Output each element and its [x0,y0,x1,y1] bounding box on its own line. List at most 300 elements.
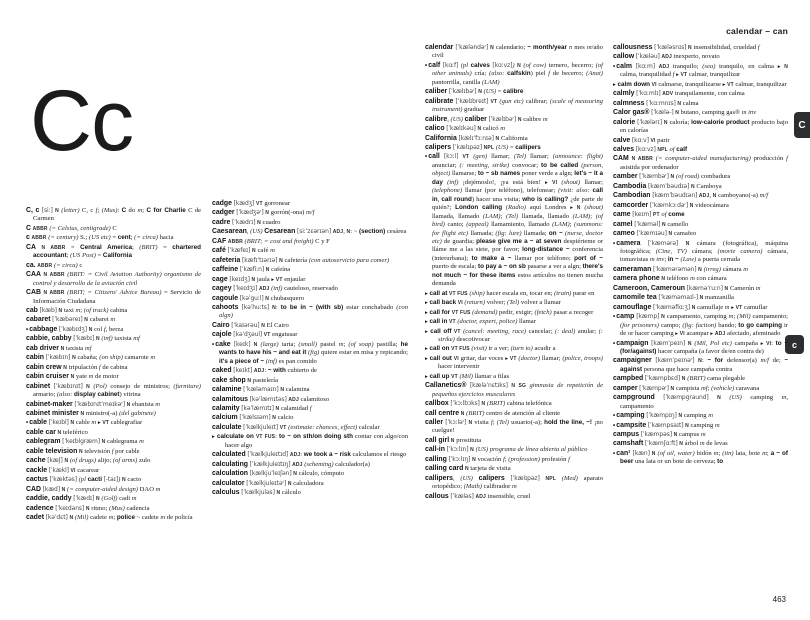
headword: camomile tea [613,294,657,302]
definition: N (= computer-aided design) DAO m [61,485,161,493]
headword: calipers [425,143,452,151]
pronunciation: [kəˈguːl] [239,294,264,302]
headword: cabbie, cabby [26,335,72,343]
definition: N camafeo [668,230,697,238]
definition: N: to be in ~ (with sb) estar conchabado (con algn) [219,303,408,320]
definition: N chubasquero [265,294,305,302]
headword: café [212,247,226,255]
headword: cameo [613,230,635,238]
headword: callipers [425,474,453,482]
pronunciation: [kɔːl] [443,153,459,161]
definition: N vocación f; (profession) profesión f [472,455,570,463]
headword: call [428,153,440,161]
dictionary-entry [425,62,603,87]
pronunciation: [kæd] [42,485,60,493]
definition: ABBR (= Celsius, centigrade) C [32,224,117,232]
pronunciation: [ˈkæbɪdʒ] [58,325,88,333]
entry-bullet-icon: • [613,340,616,347]
definition: N (BRIT) centro de atención al cliente [460,409,561,417]
headword: calcium [212,414,238,422]
headword: ca. [26,261,36,269]
definition: N cámara (fotográfica), máquina fotográfica; (Cine, TV) cámara; (movie camera) cámara, tomavistas m inv; in ~ (Law) a puerta cerrada [620,239,788,264]
dictionary-entry [212,414,408,422]
dictionary-entry [26,354,201,362]
definition: N California [495,134,528,142]
headword: camshaft [613,440,644,448]
dictionary-entry [26,225,201,233]
dictionary-entry [425,446,603,454]
definition: N cuadro [257,218,281,226]
definition: N cálculo [276,489,301,497]
headword: cabinet-maker [26,400,73,408]
definition: ADJ (scheming) calculador(a) [292,460,370,468]
dictionary-entry [613,294,788,302]
definition: N calculadora [287,479,324,487]
definition: ADJ (inf) cauteloso, reservado [258,285,338,293]
dictionary-entry [613,100,788,108]
pronunciation: [ˈkaɪərəu] [231,321,260,329]
dictionary-entry [26,307,201,315]
dictionary-entry [613,240,788,265]
columns-container [26,44,788,592]
definition: N (of oil, water) bidón m; (tin) lata, bote m; a ~ of beer una lata or un bote de cerveza; to [620,449,788,466]
dictionary-entry [425,493,603,501]
headword: cabbage [29,325,58,333]
pronunciation: [ˈkæmpgraund] [663,394,709,402]
definition: N (letter) C, c f; (Mus): C do m; C for Charlie C de Carmen [33,207,202,223]
pronunciation: [ˈkælkjuleɪt] [243,423,279,431]
headword: C [26,224,31,232]
definition: N cablegrama m [101,438,144,446]
definition: N (Pol) consejo de ministros; (furniture) armario; (also: display cabinet) vitrina [33,382,201,399]
entry-bullet-icon: • [613,450,616,457]
headword: cabin [26,354,44,362]
headword: cafeteria [212,256,241,264]
headword: campbed [613,375,644,383]
definition: N calendario; ~ month/year n mes m/año civil [432,44,603,60]
entry-bullet-icon: • [613,63,616,70]
dictionary-entry [613,275,788,283]
definition: ABBR (BRIT; = cost and freight) C y F [227,237,330,245]
dictionary-entry [425,153,603,288]
dictionary-entry [613,53,788,61]
definition: N caloría; low-calorie product producto bajo en calorías [620,118,789,135]
phrasal-verb-entry [425,309,603,317]
headword: calling card [425,465,464,473]
dictionary-entry [613,221,788,229]
definition: N ABBR (= computer-aided manufacturing) producción f asistida por ordenador [620,155,788,171]
dictionary-entry [613,285,788,293]
pronunciation: [ˈkælkjuleɪtəʳ] [246,479,287,487]
dictionary-entry [613,146,788,154]
definition: N cabaret m [84,316,116,324]
dictionary-entry [26,345,201,353]
definition: ADJ: we took a ~ risk calculamos el riesgo [289,451,407,459]
headword: calculating [212,460,248,468]
definition: N calamidad f [275,404,312,412]
definition: ▸ call back VI (return) volver; (Tel) volver a llamar [425,299,561,307]
entry-bullet-icon: • [26,326,29,333]
headword: cage [212,275,228,283]
dictionary-entry [613,44,788,52]
headword: cable [29,419,47,427]
pronunciation: [kəˈdɛt] [45,513,68,521]
dictionary-entry [613,137,788,145]
definition: N ABBR (BRIT: = Civil Aviation Authority) organismo de control y desarrollo de la aviación civil [33,271,201,287]
headword: California [425,134,457,142]
dictionary-entry [26,505,201,513]
pronunciation: [kæmˈpeɪn] [651,339,686,347]
headword: Cameroon, Cameroun [613,284,685,292]
pronunciation: [keɪkt] [233,367,253,375]
dictionary-entry [613,109,788,117]
pronunciation: [siː] [41,207,53,214]
dictionary-entry [613,173,788,181]
headword: cabin cruiser [26,373,69,381]
phrasal-verb-entry [425,328,603,345]
definition: N teleférico [57,428,88,436]
pronunciation: [ˈkɑːmnɪs] [646,99,676,107]
dictionary-entry [425,116,603,124]
pronunciation: [ˈkæbɪn] [45,354,71,362]
pronunciation: [ˈkæmkɔːdəʳ] [649,201,689,209]
dictionary-entry [613,119,788,136]
pronunciation: [kæmˈpeɪnəʳ] [655,357,695,365]
headword: campground [613,394,655,402]
dictionary-entry [212,295,408,303]
headword: call-in [425,446,445,454]
dictionary-entry [613,192,788,200]
headword: c [26,234,30,242]
headword: callow [613,53,635,61]
dictionary-column-3 [425,44,603,502]
definition: NPL of calf [657,145,688,153]
letter-heading: Cc [30,73,134,169]
dictionary-entry [212,304,408,321]
definition: N calma [677,99,699,107]
definition: N calamina [280,386,310,394]
pronunciation: [kəˈhuːts] [241,303,270,311]
definition: N televisión f por cable [78,447,140,455]
definition: N ABBR (BRIT; = Citizens' Advice Bureau) = Servicio de Información Ciudadana [33,289,201,305]
dictionary-entry [613,450,788,467]
definition: N (of drugs) alijo; (of arms) zulo [64,457,151,465]
definition: N árbol m de levas [679,440,728,448]
phrasal-verb-entry [613,81,788,89]
dictionary-entry [26,289,201,306]
pronunciation: [kædʒ] [233,200,255,207]
dictionary-entry [613,211,788,219]
dictionary-entry [26,316,201,324]
headword: calmness [613,99,645,107]
headword: camber [613,173,638,181]
definition: N jaula ▸ VT enjaular [251,275,306,283]
definition: N camping m [678,412,713,420]
dictionary-entry [26,335,201,343]
headword: CA [26,243,36,251]
running-header: calendar – can [726,26,788,36]
headword: caddie, caddy [26,495,72,503]
definition: N cálculo, cómputo [293,470,345,478]
definition: VT (estimate: chances, effect) calcular [279,423,380,431]
dictionary-entry [212,451,408,459]
headword: cache [26,457,46,465]
headword: camcorder [613,201,649,209]
definition: N (large) tarta; (small) pastel m; (of soap) pastilla; he wants to have his ~ and eat it (fig) quiere estar en misa y repicando; it's a piece of ~ (inf) es pan comido [219,340,408,365]
definition: N teléfono m con cámara [661,275,727,283]
pronunciation: [ˈkælkjuləs] [241,489,275,497]
pronunciation: [ˈkæfeɪ] [227,247,251,255]
definition: N ebanista m [126,400,161,408]
definition: , (US) caliber [ˈkælɪbəʳ] N calibre m [447,115,548,123]
definition: N cabaña; (on ship) camarote m [72,354,156,362]
dictionary-entry [425,437,603,445]
dictionary-entry [26,207,201,224]
pronunciation: [ˈkeɪdʒɪ] [233,285,258,293]
dictionary-entry [613,63,788,80]
definition: N camping m [685,421,720,429]
dictionary-entry [26,244,201,261]
pronunciation: [kæʃ] [47,457,63,465]
headword: calling [425,455,447,463]
pronunciation: [ˈkædʒəʳ] [236,209,264,217]
dictionary-entry [613,230,788,238]
dictionary-entry [212,257,408,265]
dictionary-entry [425,88,603,96]
dictionary-entry [26,486,201,494]
headword: cajole [212,331,232,339]
thumb-index-tab[interactable]: C [794,112,810,138]
pronunciation: [ˈkæbəreɪ] [52,316,83,324]
headword: CAA [26,271,41,279]
dictionary-entry [212,322,408,330]
pronunciation: [ˈkækl] [48,466,69,474]
definition: N cafeína [265,266,291,274]
headword: campaign [616,339,649,347]
headword: calico [425,125,445,133]
headword: caliber [425,88,448,96]
dictionary-entry [26,373,201,381]
dictionary-entry [212,276,408,284]
dictionary-entry [212,219,408,227]
headword: cake shop [212,376,246,384]
dictionary-entry [212,228,408,236]
dictionary-entry [212,341,408,366]
phrasal-verb-entry [425,373,603,381]
pronunciation: [keɪm] [632,211,652,219]
headword: calculator [212,479,245,487]
headword: calmly [613,90,635,98]
definition: N calcio [272,414,294,422]
pronunciation: [ˈkælkjuleɪtɪŋ] [249,460,291,468]
definition: N col f, berza [88,325,124,333]
definition: N gorrón(-ona) m/f [265,209,315,217]
pronunciation: [kəˈlæmɪtɪ] [241,404,274,412]
dictionary-column-2 [212,200,408,499]
entry-bullet-icon: • [26,420,29,427]
pronunciation: [ˈkæməl] [634,220,661,228]
dictionary-entry [212,200,408,208]
definition: ▸ call on VT FUS (visit) ir a ver; (turn to) acudir a [425,345,556,353]
dictionary-entry [212,470,408,478]
headword: camp [616,313,635,321]
headword: campaigner [613,357,652,365]
headword: campsite [616,421,647,429]
definition: PT of come [653,211,685,219]
headword: cameraman [613,265,652,273]
definition: VT gorronear [255,200,290,207]
pronunciation: [kəˈdʒəul] [233,331,263,339]
dictionary-entry [26,234,201,242]
pronunciation: [ˈkɔːləʳ] [445,419,467,427]
pronunciation: [ˈkælərɪ] [637,118,662,126]
definition: ▸ call up VT (Mil) llamar a filas [425,372,510,380]
page-number: 463 [772,595,786,604]
dictionary-entry [613,394,788,411]
dictionary-entry [613,90,788,98]
pronunciation: [kæb] [39,306,57,314]
definition: N camuflaje m ▸ VT camuflar [691,303,768,311]
definition: ▸ call in VT (doctor, expert, police) llamar [425,318,536,326]
dictionary-entry [212,396,408,404]
dictionary-entry [212,247,408,255]
dictionary-entry [26,383,201,400]
headword: calamine [212,386,242,394]
headword: CAF [212,237,227,245]
headword: cable television [26,447,78,455]
dictionary-entry [613,422,788,430]
definition: NPL (US) = callipers [483,143,541,151]
dictionary-entry [613,385,788,393]
entry-bullet-icon: • [212,341,215,348]
headword: cable car [26,428,56,436]
dictionary-entry [425,135,603,143]
dictionary-entry [613,375,788,383]
entry-bullet-icon: • [613,240,616,247]
definition: ▸ calm down VI calmarse, tranquilizarse ▸ VT calmar, tranquilizar [613,80,787,88]
pronunciation: [kæmp] [636,313,660,321]
headword: Callanetics® [425,382,467,390]
phrasal-verb-entry [425,299,603,307]
dictionary-entry [425,144,603,152]
headword: cadge [212,200,232,207]
pronunciation: [ˈkæləndəʳ] [455,44,489,51]
definition: N (US) programa de línea abierta al público [470,446,588,454]
headword: CAB [26,289,41,297]
headword: call centre [425,409,460,417]
headword: cahoots [212,303,239,311]
dictionary-entry [613,340,788,357]
headword: Cairo [212,321,230,329]
definition: N ABBR = Central America; (BRIT) = chartered accountant; (US Post) = California [33,243,201,260]
pronunciation: [ˈkæbɪnɪt] [53,382,83,390]
headword: C, c [26,207,40,214]
pronunciation: [ˈkæləmaɪn] [243,386,279,394]
pronunciation: [ˈkæmpəs] [640,431,672,439]
pronunciation: [ˈkɔːlɪn] [446,446,469,454]
pronunciation: [ˈkæləu] [635,53,660,61]
pronunciation: [ˈkælkjuleɪtɪd] [247,451,289,459]
dictionary-entry [425,456,603,464]
pronunciation: [ˈkæmpbɛd] [644,375,681,383]
pronunciation: [kælkjuˈleɪʃən] [249,470,292,478]
headword: cabaret [26,316,51,324]
dictionary-entry [26,262,201,270]
pronunciation: [ˈkælsɪəm] [239,414,271,422]
headword: cactus [26,476,48,484]
dictionary-entry [613,357,788,374]
definition: N visita f; (Tel) usuario(-a); hold the line, ~! ¡no cuelgue! [432,419,603,435]
headword: Caesarean [212,228,247,236]
definition: ▸ call off VT (cancel: meeting, race) cancelar; (: deal) anular; (: strike) descotivocar [425,327,603,343]
pronunciation: [ˈkædɪ] [73,495,95,503]
pronunciation: [ˈkæləs] [450,492,474,500]
pronunciation: [ˈkeɪblgræm] [62,438,100,446]
pronunciation: [kæmˈbəudɪən] [652,192,698,200]
definition: (pl cacti [-taɪ]) N cacto [78,476,142,484]
pronunciation: [ˈkælɪpəz] [452,143,482,151]
dictionary-entry [425,400,603,408]
headword: Cambodian [613,192,651,200]
dictionary-entry [212,331,408,339]
dictionary-entry [212,480,408,488]
pronunciation: [ˈkæmərəmən] [652,265,697,273]
headword: cagey [212,285,232,293]
pronunciation: [ˈkɑːmlɪ] [636,90,661,98]
dictionary-entry [26,448,201,456]
pronunciation: [kælɪˈfɔːnɪə] [458,134,494,142]
thumb-index-tab-secondary[interactable]: c [785,335,804,354]
headword: CAD [26,485,41,493]
definition: N manzanilla [699,294,734,302]
dictionary-entry [212,489,408,497]
dictionary-column-1 [26,207,201,523]
headword: CAM [613,155,629,163]
definition: N café m [252,247,275,255]
dictionary-entry [425,419,603,436]
headword: calculation [212,470,248,478]
dictionary-entry [613,155,788,172]
dictionary-entry [613,412,788,420]
headword: cadre [212,218,231,226]
definition: N camello [661,220,689,228]
pronunciation: [ˈkæmpsaɪt] [647,421,684,429]
dictionary-entry [425,475,603,492]
entry-bullet-icon: • [425,154,428,161]
pronunciation: [ˈkæfiːn] [239,266,265,274]
definition: N (US) = calibre [478,88,524,96]
dictionary-entry [26,401,201,409]
definition: N insensibilidad, crueldad f [688,44,760,51]
entry-bullet-icon: • [425,62,428,69]
definition: ADJ inexperto, novato [661,53,720,61]
headword: cab [26,306,38,314]
definition: VI cacarear [70,466,100,474]
definition: N (inf) taxista mf [95,335,140,343]
headword: campus [613,431,640,439]
definition: N taxista mf [60,344,92,352]
headword: cablegram [26,438,61,446]
definition: VT (gen) llamar; (Tel) llamar; (announce: flight) anunciar; (: meeting, strike) convocar; to be called (person, object) llamarse; to ~ sb names poner verde a algn; let's ~ it a day (inf) ¡dejémoslo!, ¡ya está bien! ▸ VI (shout) llamar; (telephone) llamar (por teléfono), telefonear; (visit: also: call in, call round) hacer una visita; who is calling? ¿de parte de quién?; London calling (Radio) aquí Londres ▸ N (shout) llamada, llamado (LAM); (Tel) llamada, llamado (LAM); (of bird) canto; (appeal) llamamiento, llamado (LAM); (summons: for flight etc) llamada; (fig: lure) llamada; on ~ (nurse, doctor etc) de guardia; please give me a ~ at seven despiérteme or lláme me a las siete, por favor; long-distance ~ conferencia (interurbana); to make a ~ llamar por teléfono; port of ~ puerto de escala; to pay a ~ on sb pasarse a ver a algn; there's not much ~ for these items estos artículos no tienen mucha demanda [432,153,604,288]
dictionary-entry [26,457,201,465]
pronunciation: [kəˈlæmɪtəs] [249,395,287,403]
definition: (pl calves [kɑːvz]) N (of cow) ternero, becerro; (of other animals) cría; (also: calfskin) piel f de becerro; (Anat) pantorrilla, canilla (LAM) [432,61,603,86]
pronunciation: [ˈkæmərə] [647,239,679,247]
dictionary-entry [212,461,408,469]
headword: calendar [425,44,454,51]
definition: VT engatusar [263,331,298,339]
headword: calves [613,145,635,153]
